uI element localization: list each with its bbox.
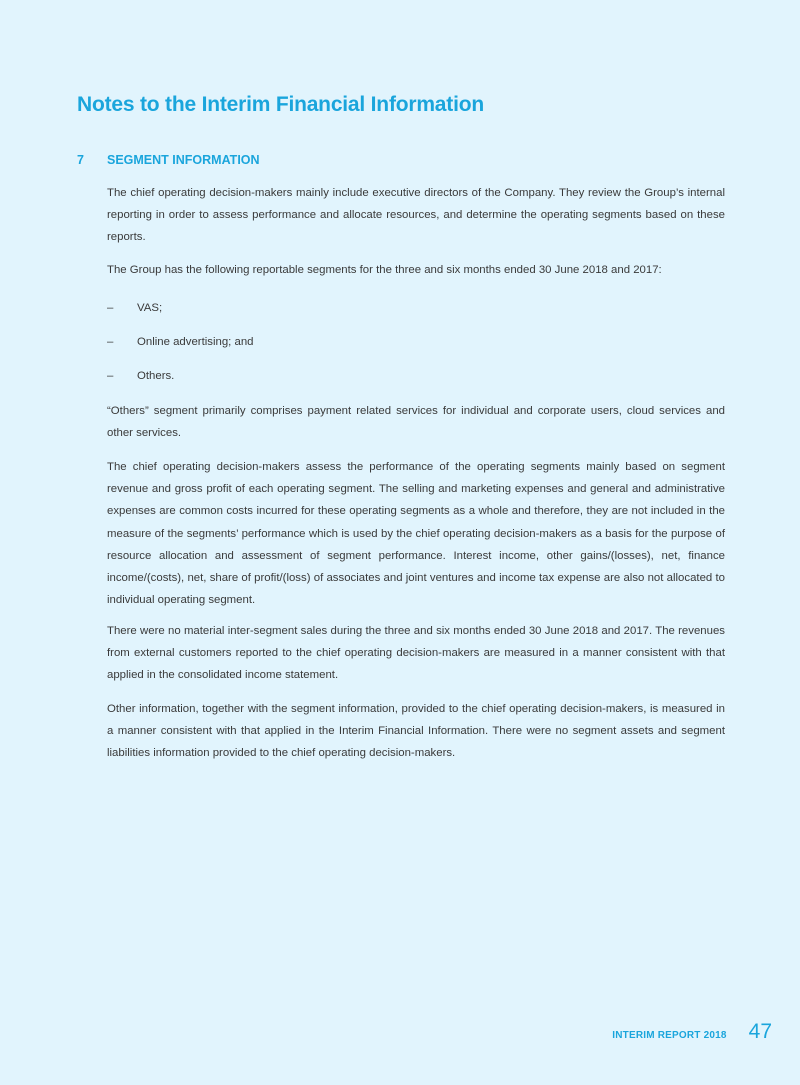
page-footer — [612, 1020, 772, 1044]
bullet-item-others — [107, 368, 174, 384]
section-number: 7 — [77, 153, 84, 167]
paragraph-inter-segment-sales: There were no material inter-segment sales during the three and six months ended 30 June 2018 and 2017. The revenues from external customers reported to the chief operating decision-makers are measured in a manner consistent with that applied in the consolidated income statement. — [107, 625, 725, 682]
report-label: INTERIM REPORT 2018 — [612, 1030, 727, 1041]
bullet-dash: – — [107, 302, 114, 314]
paragraph-performance-assessment: The chief operating decision-makers assess the performance of the operating segments mainly based on segment revenue and gross profit of each operating segment. The selling and marketing expenses and general and administrative expenses are common costs incurred for these operating segments as a whole and therefore, they are not included in the measure of the segments’ performance which is used by the chief operating decision-makers as a basis for the purpose of resource allocation and assessment of segment performance. Interest income, other gains/(losses), net, finance income/(costs), net, share of profit/(loss) of associates and joint ventures and income tax expense are also not allocated to individual operating segment. — [107, 461, 725, 607]
bullet-dash: – — [107, 336, 114, 348]
section-title: SEGMENT INFORMATION — [107, 153, 260, 167]
bullet-text: VAS; — [137, 302, 163, 314]
paragraph-other-information: Other information, together with the segment information, provided to the chief operating decision-makers, is measured in a manner consistent with that applied in the Interim Financial Information. There were no segment assets and segment liabilities information provided to the chief operating decision-makers. — [107, 703, 725, 760]
paragraph-others-segment: “Others” segment primarily comprises payment related services for individual and corporate users, cloud services and other services. — [107, 405, 725, 440]
bullet-text: Online advertising; and — [137, 336, 254, 348]
section-heading — [77, 153, 260, 167]
page-number: 47 — [748, 1020, 772, 1043]
paragraph-reportable-segments: The Group has the following reportable segments for the three and six months ended 30 June 2018 and 2017: — [107, 264, 662, 276]
paragraph-decision-makers: The chief operating decision-makers mainly include executive directors of the Company. They review the Group’s internal reporting in order to assess performance and allocate resources, and determine the operating segments based on these reports. — [107, 187, 725, 244]
bullet-dash: – — [107, 370, 114, 382]
bullet-text: Others. — [137, 370, 175, 382]
bullet-item-vas — [107, 300, 162, 316]
bullet-item-online-advertising — [107, 334, 254, 350]
page-title: Notes to the Interim Financial Information — [77, 93, 484, 116]
